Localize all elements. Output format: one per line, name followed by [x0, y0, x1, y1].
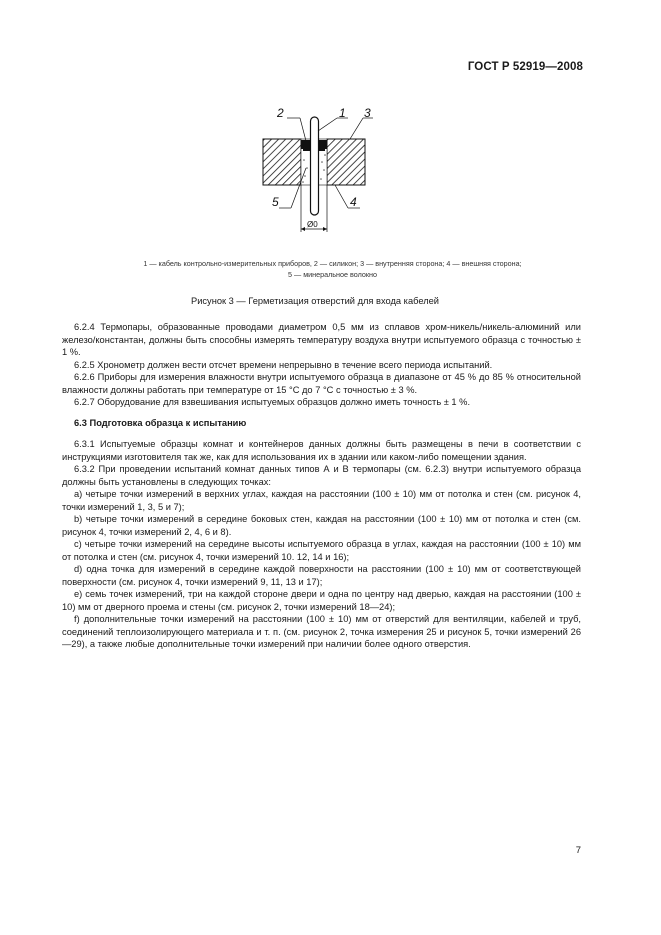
legend-line-1: 1 — кабель контрольно-измерительных приборов, 2 — силикон; 3 — внутренняя сторона; 4 — внешняя сторона; [143, 259, 522, 268]
figure-caption: Рисунок 3 — Герметизация отверстий для входа кабелей [191, 296, 439, 306]
cable [311, 117, 319, 215]
paragraph-6-2-5: 6.2.5 Хронометр должен вести отсчет времени непрерывно в течение всего периода испытаний. [74, 359, 493, 370]
callout-4: 4 [350, 195, 357, 209]
cable-seal-figure [0, 96, 661, 246]
paragraph-6-2-4: 6.2.4 Термопары, образованные проводами диаметром 0,5 мм из сплавов хром-никель/никель-алюминий или железо/константан, должны быть способны измерять температуру воздуха внутри испытуемого образца с точностью ± 1 %. [62, 322, 581, 357]
legend-line-2: 5 — минеральное волокно [288, 270, 377, 279]
standard-header: ГОСТ Р 52919—2008 [467, 61, 583, 73]
wall-right [327, 139, 365, 185]
paragraph-6-2-6: 6.2.6 Приборы для измерения влажности внутри испытуемого образца в диапазоне от 45 % до 85 % относительной влажности должны работать при температуре от 15 °С до 7 °С с точностью ± 3 %. [62, 372, 581, 395]
list-item-a: а) четыре точки измерений в верхних углах, каждая на расстоянии (100 ± 10) мм от потолка и стен (см. рисунок 4, точки измерений 1, 3, 5 и 7); [62, 489, 581, 512]
list-item-b: b) четыре точки измерений в середине боковых стен, каждая на расстоянии (100 ± 10) мм от потолка и стен (см. рисунок 4, точки измерений 2, 4, 6 и 8). [62, 514, 581, 537]
paragraph-6-3-1: 6.3.1 Испытуемые образцы комнат и контейнеров данных должны быть размещены в печи в соответствии с инструкциями изготовителя так же, как для использования их в здании или каком-либо помещении здания. [62, 439, 581, 462]
list-item-e: е) семь точек измерений, три на каждой стороне двери и одна по центру над дверью, каждая на расстоянии (100 ± 10) мм от дверного проема и стены (см. рисунок 2, точки измерений 18—24); [62, 589, 581, 612]
page-number: 7 [575, 845, 581, 856]
body-text [62, 321, 581, 651]
dimension-label: Ø0 [307, 220, 318, 229]
paragraph-6-3-2: 6.3.2 При проведении испытаний комнат данных типов А и В термопары (см. 6.2.3) внутри испытуемого образца должны быть установлены в следующих точках: [62, 464, 581, 487]
list-item-c: с) четыре точки измерений на середине высоты испытуемого образца в углах, каждая на расстоянии (100 ± 10) мм от потолка и стен (см. рисунок 4, точки измерений 10. 12, 14 и 16); [62, 539, 581, 562]
wall-left [263, 139, 301, 185]
list-item-f: f) дополнительные точки измерений на расстоянии (100 ± 10) мм от отверстий для вентиляции, кабелей и труб, соединений теплоизолирующего материала и т. п. (см. рисунок 2, точка измерения 25 и рисунок 5, точки измерений 26—29), а также любые дополнительные точки измерений при наличии более одного отверстия. [62, 614, 581, 649]
section-heading-6-3: 6.3 Подготовка образца к испытанию [74, 417, 247, 428]
figure-legend [60, 258, 605, 280]
callout-1: 1 [339, 106, 346, 120]
callout-2: 2 [277, 106, 284, 120]
callout-5: 5 [272, 195, 279, 209]
list-item-d: d) одна точка для измерений в середине каждой поверхности на расстоянии (100 ± 10) мм от соответствующей поверхности (см. рисунок 4, точки измерений 9, 11, 13 и 17); [62, 564, 581, 587]
callout-3: 3 [364, 106, 371, 120]
paragraph-6-2-7: 6.2.7 Оборудование для взвешивания испытуемых образцов должно иметь точность ± 1 %. [74, 397, 471, 407]
